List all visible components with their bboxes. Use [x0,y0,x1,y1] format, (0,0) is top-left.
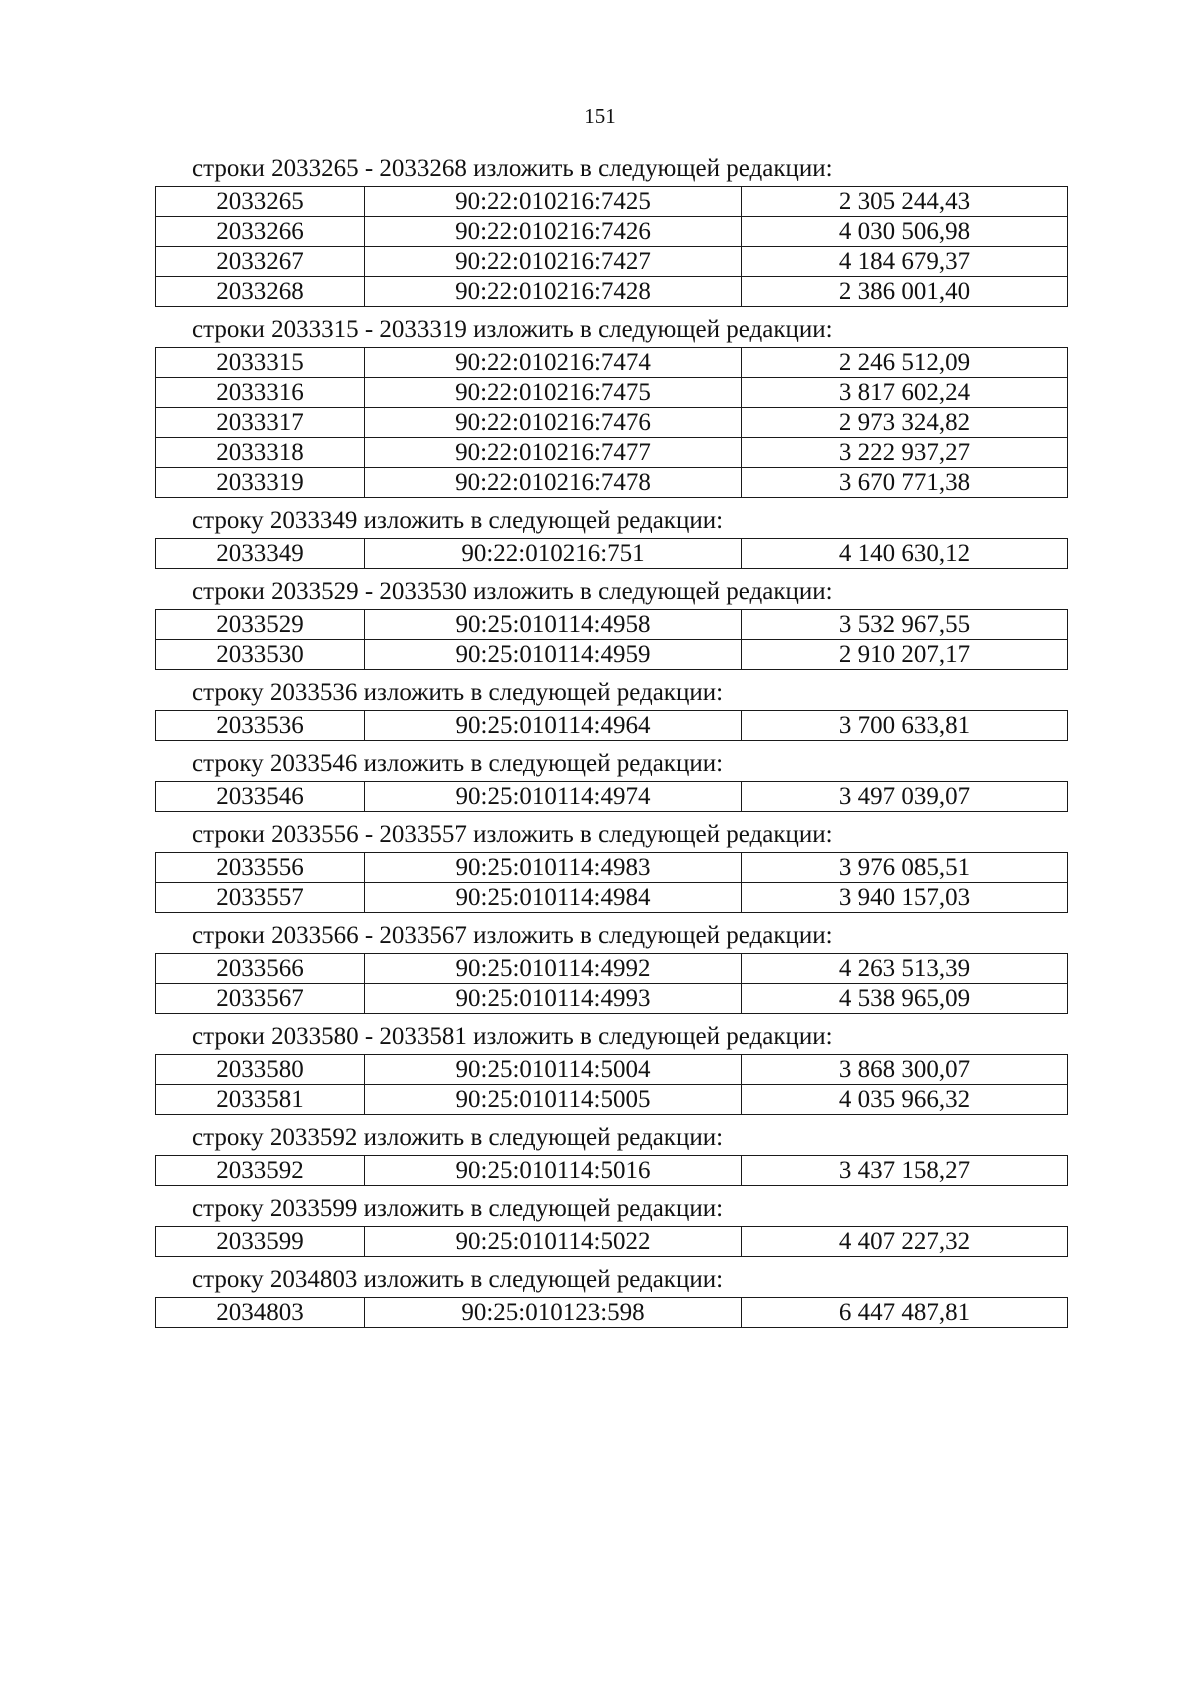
cadastral-number-cell: 90:25:010114:5005 [365,1085,742,1115]
cadastral-number-cell: 90:25:010114:4974 [365,782,742,812]
section-heading: строку 2033592 изложить в следующей редакции: [192,1124,724,1151]
row-number-cell: 2033267 [156,247,365,277]
cadastral-value-cell: 4 140 630,12 [742,539,1068,569]
cadastral-number-cell: 90:25:010114:4959 [365,640,742,670]
cadastral-value-cell: 3 497 039,07 [742,782,1068,812]
table-row [156,610,1068,640]
cadastral-value-cell: 4 030 506,98 [742,217,1068,247]
row-number-cell: 2033316 [156,378,365,408]
amendment-table [155,953,1068,1014]
amendment-table [155,852,1068,913]
amendment-section [155,152,1067,307]
table-row [156,277,1068,307]
amendment-table [155,1297,1068,1328]
amendment-table [155,781,1068,812]
table-row [156,711,1068,741]
row-number-cell: 2033536 [156,711,365,741]
cadastral-value-cell: 6 447 487,81 [742,1298,1068,1328]
amendment-section [155,818,1067,913]
section-heading: строки 2033580 - 2033581 изложить в следующей редакции: [192,1023,833,1050]
row-number-cell: 2033315 [156,348,365,378]
cadastral-number-cell: 90:25:010114:4958 [365,610,742,640]
amendment-section [155,747,1067,812]
row-number-cell: 2033530 [156,640,365,670]
row-number-cell: 2033580 [156,1055,365,1085]
table-row [156,1227,1068,1257]
section-heading: строку 2033546 изложить в следующей редакции: [192,750,724,777]
cadastral-value-cell: 2 973 324,82 [742,408,1068,438]
cadastral-value-cell: 4 184 679,37 [742,247,1068,277]
amendment-section [155,504,1067,569]
section-heading: строку 2033536 изложить в следующей редакции: [192,679,724,706]
table-row [156,1055,1068,1085]
cadastral-value-cell: 3 976 085,51 [742,853,1068,883]
amendment-table [155,1226,1068,1257]
table-row [156,247,1068,277]
row-number-cell: 2033319 [156,468,365,498]
cadastral-number-cell: 90:22:010216:751 [365,539,742,569]
amendment-section [155,1121,1067,1186]
cadastral-number-cell: 90:25:010114:4964 [365,711,742,741]
table-row [156,378,1068,408]
table-row [156,438,1068,468]
cadastral-number-cell: 90:22:010216:7478 [365,468,742,498]
amendment-table [155,710,1068,741]
cadastral-value-cell: 3 868 300,07 [742,1055,1068,1085]
section-heading: строку 2033349 изложить в следующей редакции: [192,507,724,534]
cadastral-value-cell: 3 670 771,38 [742,468,1068,498]
cadastral-value-cell: 3 222 937,27 [742,438,1068,468]
amendment-table [155,1054,1068,1115]
cadastral-number-cell: 90:25:010114:5022 [365,1227,742,1257]
amendment-table [155,1155,1068,1186]
cadastral-number-cell: 90:25:010123:598 [365,1298,742,1328]
table-row [156,539,1068,569]
cadastral-value-cell: 4 538 965,09 [742,984,1068,1014]
cadastral-value-cell: 3 700 633,81 [742,711,1068,741]
section-heading: строку 2033599 изложить в следующей редакции: [192,1195,724,1222]
table-row [156,640,1068,670]
row-number-cell: 2033317 [156,408,365,438]
amendment-section [155,313,1067,498]
row-number-cell: 2033546 [156,782,365,812]
amendment-table [155,186,1068,307]
row-number-cell: 2033265 [156,187,365,217]
amendment-table [155,609,1068,670]
table-row [156,468,1068,498]
cadastral-number-cell: 90:25:010114:5016 [365,1156,742,1186]
row-number-cell: 2033349 [156,539,365,569]
cadastral-value-cell: 2 246 512,09 [742,348,1068,378]
table-row [156,1085,1068,1115]
amendment-section [155,1192,1067,1257]
table-row [156,348,1068,378]
amendment-table [155,347,1068,498]
page-number: 151 [584,104,616,128]
row-number-cell: 2033266 [156,217,365,247]
cadastral-number-cell: 90:25:010114:4984 [365,883,742,913]
section-heading: строки 2033556 - 2033557 изложить в следующей редакции: [192,821,833,848]
row-number-cell: 2033557 [156,883,365,913]
row-number-cell: 2033268 [156,277,365,307]
section-heading: строки 2033529 - 2033530 изложить в следующей редакции: [192,578,833,605]
table-row [156,1298,1068,1328]
table-row [156,853,1068,883]
row-number-cell: 2033529 [156,610,365,640]
amendment-section [155,676,1067,741]
amendment-section [155,1263,1067,1328]
table-row [156,883,1068,913]
amendment-section [155,1020,1067,1115]
row-number-cell: 2034803 [156,1298,365,1328]
cadastral-number-cell: 90:22:010216:7474 [365,348,742,378]
row-number-cell: 2033567 [156,984,365,1014]
cadastral-value-cell: 4 407 227,32 [742,1227,1068,1257]
cadastral-value-cell: 4 263 513,39 [742,954,1068,984]
amendment-section [155,919,1067,1014]
row-number-cell: 2033592 [156,1156,365,1186]
cadastral-number-cell: 90:22:010216:7426 [365,217,742,247]
cadastral-number-cell: 90:22:010216:7475 [365,378,742,408]
amendment-table [155,538,1068,569]
table-row [156,187,1068,217]
section-heading: строки 2033315 - 2033319 изложить в следующей редакции: [192,316,833,343]
row-number-cell: 2033318 [156,438,365,468]
cadastral-number-cell: 90:22:010216:7425 [365,187,742,217]
row-number-cell: 2033566 [156,954,365,984]
cadastral-value-cell: 3 437 158,27 [742,1156,1068,1186]
cadastral-number-cell: 90:25:010114:4983 [365,853,742,883]
table-row [156,408,1068,438]
section-heading: строки 2033566 - 2033567 изложить в следующей редакции: [192,922,833,949]
cadastral-number-cell: 90:22:010216:7477 [365,438,742,468]
cadastral-number-cell: 90:25:010114:4992 [365,954,742,984]
cadastral-value-cell: 3 532 967,55 [742,610,1068,640]
table-row [156,984,1068,1014]
cadastral-value-cell: 2 910 207,17 [742,640,1068,670]
cadastral-value-cell: 3 817 602,24 [742,378,1068,408]
table-row [156,1156,1068,1186]
cadastral-number-cell: 90:25:010114:5004 [365,1055,742,1085]
document-body [155,152,1067,1334]
cadastral-value-cell: 3 940 157,03 [742,883,1068,913]
table-row [156,782,1068,812]
cadastral-value-cell: 2 386 001,40 [742,277,1068,307]
row-number-cell: 2033599 [156,1227,365,1257]
cadastral-value-cell: 2 305 244,43 [742,187,1068,217]
row-number-cell: 2033556 [156,853,365,883]
section-heading: строки 2033265 - 2033268 изложить в следующей редакции: [192,155,833,182]
table-row [156,217,1068,247]
row-number-cell: 2033581 [156,1085,365,1115]
cadastral-number-cell: 90:22:010216:7428 [365,277,742,307]
cadastral-number-cell: 90:22:010216:7427 [365,247,742,277]
cadastral-number-cell: 90:25:010114:4993 [365,984,742,1014]
table-row [156,954,1068,984]
section-heading: строку 2034803 изложить в следующей редакции: [192,1266,724,1293]
cadastral-value-cell: 4 035 966,32 [742,1085,1068,1115]
cadastral-number-cell: 90:22:010216:7476 [365,408,742,438]
amendment-section [155,575,1067,670]
